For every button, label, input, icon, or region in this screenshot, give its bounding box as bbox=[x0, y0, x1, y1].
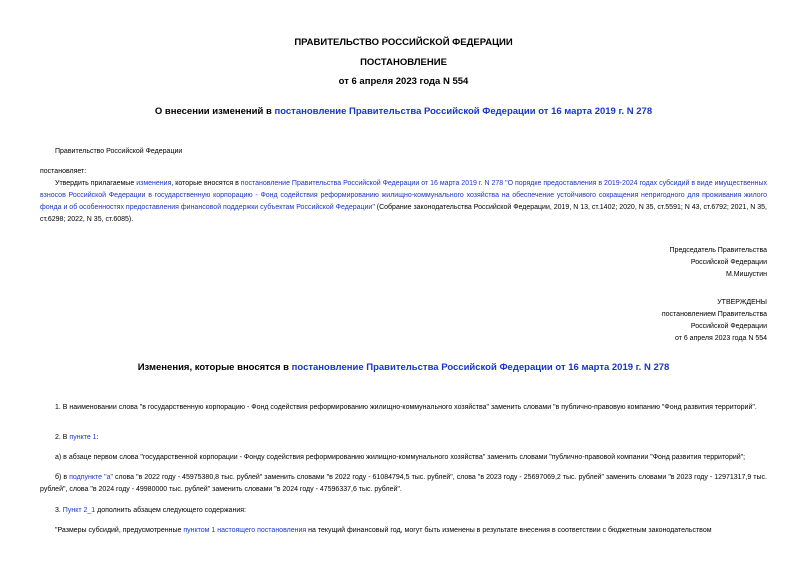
item-3-quote bbox=[40, 525, 767, 537]
item-3-suffix: дополнить абзацем следующего содержания: bbox=[95, 507, 246, 514]
item-2-prefix: 2. В bbox=[55, 434, 70, 441]
approval-status: УТВЕРЖДЕНЫ bbox=[717, 299, 767, 306]
item-3 bbox=[55, 505, 246, 517]
item-2b bbox=[40, 472, 767, 496]
changes-title-prefix: Изменения, которые вносятся в bbox=[137, 362, 292, 373]
government-heading: ПРАВИТЕЛЬСТВО РОССИЙСКОЙ ФЕДЕРАЦИИ bbox=[294, 37, 513, 48]
changes-link[interactable]: изменения bbox=[136, 180, 172, 187]
preamble-text-b: , которые вносятся в bbox=[171, 180, 241, 187]
preamble-paragraph bbox=[40, 178, 767, 226]
signature-position: Председатель Правительства bbox=[669, 247, 767, 254]
changes-title bbox=[0, 362, 807, 373]
signature-name: М.Мишустин bbox=[725, 271, 767, 278]
preamble-decides: постановляет: bbox=[40, 168, 87, 175]
document-type: ПОСТАНОВЛЕНИЕ bbox=[360, 57, 447, 68]
item-3-prefix: 3. bbox=[55, 507, 63, 514]
preamble-text-a: Утвердить прилагаемые bbox=[55, 180, 137, 187]
item-2b-text: слова "в 2022 году - 45975380,8 тыс. рублей" заменить словами "в 2022 году - 61084794,5 тыс. рублей", слова "в 2023 году - 25697069,2 тыс. рублей" заменить словами "в 2023 году - 12971317,9 тыс. рублей", слова "в 2024 году - 49980000 тыс. рублей" заменить словами "в 2024 году - 47596337,6 тыс. рублей". bbox=[40, 474, 767, 493]
item-2a: а) в абзаце первом слова "государственной корпорации - Фонду содействия реформированию жилищно-коммунального хозяйства" заменить словами "публично-правовой компании "Фонд развития территорий"; bbox=[55, 454, 746, 461]
item-3-quote-b: на текущий финансовый год, могут быть изменены в результате внесения в соответствии с бюджетным законодательством bbox=[306, 527, 712, 534]
document-date-number: от 6 апреля 2023 года N 554 bbox=[338, 76, 469, 87]
item-2 bbox=[55, 432, 99, 444]
preamble-government: Правительство Российской Федерации bbox=[55, 148, 183, 155]
item-3-quote-link-1[interactable]: пунктом 1 bbox=[183, 527, 216, 534]
approval-date: от 6 апреля 2023 года N 554 bbox=[674, 335, 767, 342]
title-resolution-link[interactable]: постановление Правительства Российской Федерации от 16 марта 2019 г. N 278 bbox=[274, 106, 653, 117]
item-1: 1. В наименовании слова "в государственную корпорацию - Фонд содействия реформированию жилищно-коммунального хозяйства" заменить словами "в публично-правовую компанию "Фонд развития территорий". bbox=[55, 404, 757, 411]
approval-by: постановлением Правительства bbox=[661, 311, 767, 318]
title-prefix: О внесении изменений в bbox=[154, 106, 275, 117]
approval-country: Российской Федерации bbox=[690, 323, 767, 330]
preamble-text-c: (Собрание законодательства Российской Федерации, 2019, N 13, ст.1402; 2020, N 35, ст.5591; N 43, ст.6792; 2021, N 35, ст.6298; 2022, N 35, ст.6085). bbox=[40, 204, 767, 223]
item-3-quote-link-2[interactable]: настоящего постановления bbox=[217, 527, 307, 534]
document-title bbox=[0, 106, 807, 117]
item-3-link[interactable]: Пункт 2_1 bbox=[62, 507, 96, 514]
item-3-quote-a: "Размеры субсидий, предусмотренные bbox=[55, 527, 184, 534]
item-2-suffix: : bbox=[96, 434, 99, 441]
item-2b-prefix: б) в bbox=[55, 474, 70, 481]
item-2b-link[interactable]: подпункте "а" bbox=[69, 474, 113, 481]
approval-block bbox=[662, 297, 767, 345]
signature-block bbox=[670, 245, 767, 281]
resolution-278-link[interactable]: постановление Правительства Российской Федерации от 16 марта 2019 г. N 278 "О порядке предоставления в 2019-2024 годах субсидий в виде имущественных взносов Российской Федерации в государственную корпорацию - Фонд содействия реформированию жилищно-коммунального хозяйства на обеспечение устойчивого сокращения непригодного для проживания жилого фонда и об особенностях предоставления финансовой поддержки субъектам Российской Федерации" bbox=[40, 180, 767, 211]
signature-country: Российской Федерации bbox=[690, 259, 767, 266]
item-2-link[interactable]: пункте 1 bbox=[69, 434, 97, 441]
changes-title-link[interactable]: постановление Правительства Российской Федерации от 16 марта 2019 г. N 278 bbox=[291, 362, 670, 373]
